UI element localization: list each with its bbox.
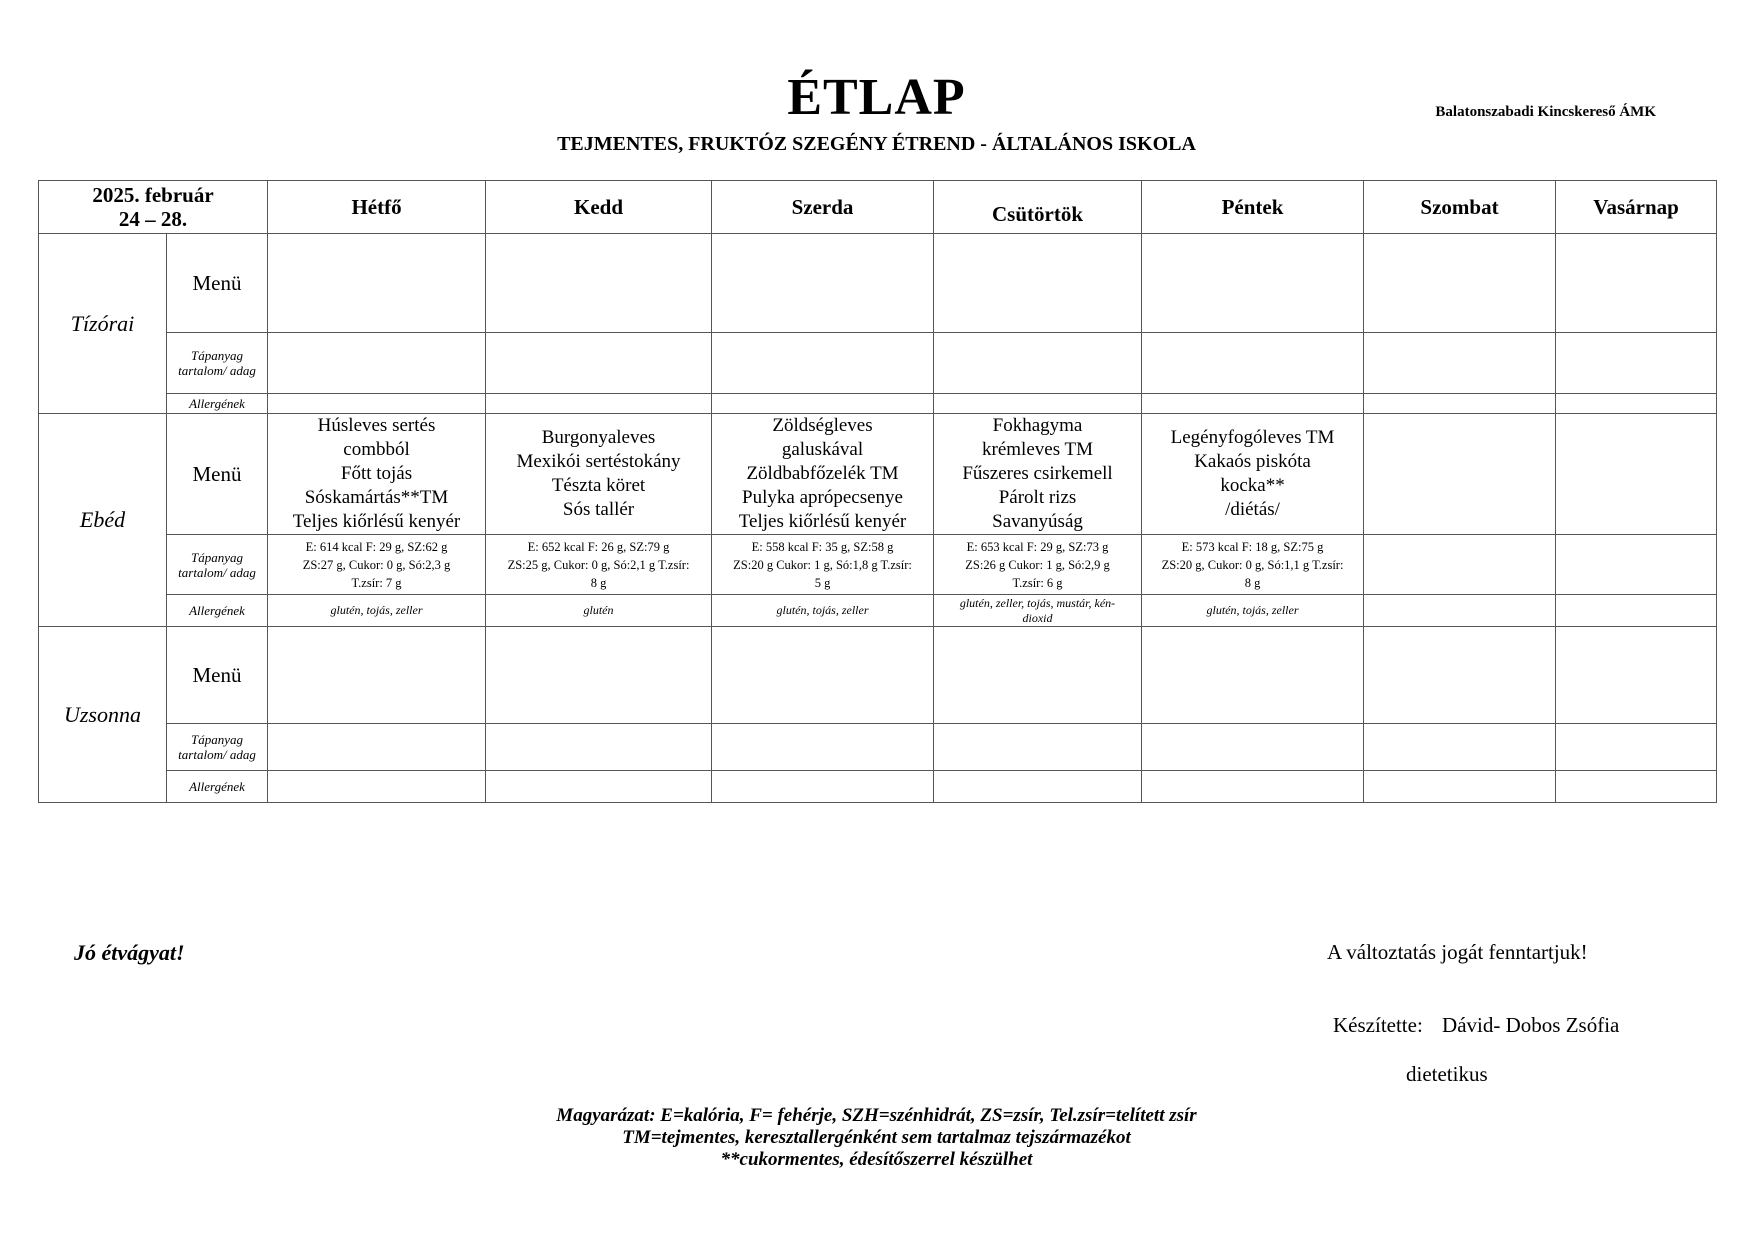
nutrition-cell	[1364, 724, 1556, 771]
allergen-cell	[712, 394, 934, 414]
menu-cell	[712, 234, 934, 333]
date-days: 24 – 28.	[118, 207, 188, 231]
legend	[0, 1105, 1753, 1171]
day-header-monday: Hétfő	[268, 181, 486, 234]
day-header-thursday: Csütörtök	[934, 181, 1142, 234]
nutrition-cell-wednesday: E: 558 kcal F: 35 g, SZ:58 g ZS:20 g Cukor: 1 g, Só:1,8 g T.zsír: 5 g	[712, 535, 934, 595]
nutrition-cell	[934, 724, 1142, 771]
day-header-tuesday: Kedd	[486, 181, 712, 234]
nutrition-cell	[1556, 724, 1717, 771]
page-subtitle: TEJMENTES, FRUKTÓZ SZEGÉNY ÉTREND - ÁLTALÁNOS ISKOLA	[557, 133, 1196, 155]
day-header-sunday: Vasárnap	[1556, 181, 1717, 234]
nutrition-cell	[1364, 333, 1556, 394]
menu-cell	[712, 627, 934, 724]
lunch-allergens-row	[39, 595, 1717, 627]
menu-cell-thursday: Fokhagyma krémleves TM Fűszeres csirkemell Párolt rizs Savanyúság	[934, 414, 1142, 535]
page-title: ÉTLAP	[787, 69, 966, 126]
menu-cell	[934, 234, 1142, 333]
row-label-menu: Menü	[167, 627, 268, 724]
nutrition-cell	[486, 724, 712, 771]
prepared-by	[1333, 1013, 1619, 1038]
menu-cell	[1556, 627, 1717, 724]
menu-cell-saturday	[1364, 414, 1556, 535]
nutrition-cell-tuesday: E: 652 kcal F: 26 g, SZ:79 g ZS:25 g, Cukor: 0 g, Só:2,1 g T.zsír: 8 g	[486, 535, 712, 595]
afternoon-snack-nutrition-row	[39, 724, 1717, 771]
legend-line: Magyarázat: E=kalória, F= fehérje, SZH=szénhidrát, ZS=zsír, Tel.zsír=telített zsír	[556, 1105, 1197, 1126]
allergen-cell-monday: glutén, tojás, zeller	[268, 595, 486, 627]
institution-name: Balatonszabadi Kincskereső ÁMK	[1435, 104, 1656, 120]
lunch-nutrition-row	[39, 535, 1717, 595]
afternoon-snack-menu-row	[39, 627, 1717, 724]
snack-allergens-row	[39, 394, 1717, 414]
legend-line: **cukormentes, édesítőszerrel készülhet	[720, 1149, 1033, 1170]
header-row	[39, 181, 1717, 234]
allergen-cell	[1364, 394, 1556, 414]
meal-label-morning-snack: Tízórai	[39, 234, 167, 414]
nutrition-cell	[268, 724, 486, 771]
snack-menu-row	[39, 234, 1717, 333]
menu-cell	[486, 627, 712, 724]
allergen-cell	[1556, 771, 1717, 803]
row-label-allergens: Allergének	[167, 771, 268, 803]
nutrition-cell	[1142, 724, 1364, 771]
allergen-cell	[486, 394, 712, 414]
bon-appetit-text: Jó étvágyat!	[74, 940, 185, 965]
menu-cell	[1556, 234, 1717, 333]
menu-cell-friday: Legényfogóleves TM Kakaós piskóta kocka** /diétás/	[1142, 414, 1364, 535]
row-label-menu: Menü	[167, 234, 268, 333]
menu-cell	[1364, 234, 1556, 333]
menu-cell-wednesday: Zöldségleves galuskával Zöldbabfőzelék TM Pulyka aprópecsenye Teljes kiőrlésű kenyér	[712, 414, 934, 535]
row-label-menu: Menü	[167, 414, 268, 535]
prepared-by-name: Dávid- Dobos Zsófia	[1442, 1013, 1620, 1037]
allergen-cell	[1364, 771, 1556, 803]
row-label-nutrition: Tápanyag tartalom/ adag	[167, 535, 268, 595]
nutrition-cell	[1142, 333, 1364, 394]
menu-cell	[1142, 234, 1364, 333]
nutrition-cell-friday: E: 573 kcal F: 18 g, SZ:75 g ZS:20 g, Cukor: 0 g, Só:1,1 g T.zsír: 8 g	[1142, 535, 1364, 595]
lunch-menu-row	[39, 414, 1717, 535]
allergen-cell-sunday	[1556, 595, 1717, 627]
allergen-cell-thursday: glutén, zeller, tojás, mustár, kén- dioxid	[934, 595, 1142, 627]
menu-cell-sunday	[1556, 414, 1717, 535]
prepared-by-label: Készítette:	[1333, 1013, 1423, 1037]
day-header-friday: Péntek	[1142, 181, 1364, 234]
nutrition-cell	[486, 333, 712, 394]
allergen-cell	[268, 771, 486, 803]
row-label-nutrition: Tápanyag tartalom/ adag	[167, 333, 268, 394]
nutrition-cell-saturday	[1364, 535, 1556, 595]
menu-cell	[486, 234, 712, 333]
allergen-cell	[1556, 394, 1717, 414]
rights-reserved-text: A változtatás jogát fenntartjuk!	[1327, 940, 1588, 964]
menu-cell	[934, 627, 1142, 724]
nutrition-cell	[1556, 333, 1717, 394]
nutrition-cell-sunday	[1556, 535, 1717, 595]
nutrition-cell	[712, 724, 934, 771]
meal-label-lunch: Ebéd	[39, 414, 167, 627]
allergen-cell	[1142, 394, 1364, 414]
legend-line: TM=tejmentes, keresztallergénként sem tartalmaz tejszármazékot	[622, 1127, 1131, 1148]
snack-nutrition-row	[39, 333, 1717, 394]
menu-cell	[1364, 627, 1556, 724]
afternoon-snack-allergens-row	[39, 771, 1717, 803]
nutrition-cell	[934, 333, 1142, 394]
allergen-cell-wednesday: glutén, tojás, zeller	[712, 595, 934, 627]
nutrition-cell-monday: E: 614 kcal F: 29 g, SZ:62 g ZS:27 g, Cukor: 0 g, Só:2,3 g T.zsír: 7 g	[268, 535, 486, 595]
row-label-allergens: Allergének	[167, 595, 268, 627]
menu-cell	[268, 627, 486, 724]
menu-cell-tuesday: Burgonyaleves Mexikói sertéstokány Tészta köret Sós tallér	[486, 414, 712, 535]
meal-label-afternoon-snack: Uzsonna	[39, 627, 167, 803]
allergen-cell	[486, 771, 712, 803]
day-header-wednesday: Szerda	[712, 181, 934, 234]
allergen-cell	[268, 394, 486, 414]
menu-cell	[268, 234, 486, 333]
row-label-nutrition: Tápanyag tartalom/ adag	[167, 724, 268, 771]
nutrition-cell	[712, 333, 934, 394]
nutrition-cell	[268, 333, 486, 394]
date-month: 2025. február	[92, 183, 214, 207]
allergen-cell	[712, 771, 934, 803]
menu-cell-monday: Húsleves sertés combból Főtt tojás Sóskamártás**TM Teljes kiőrlésű kenyér	[268, 414, 486, 535]
allergen-cell-friday: glutén, tojás, zeller	[1142, 595, 1364, 627]
row-label-allergens: Allergének	[167, 394, 268, 414]
day-header-saturday: Szombat	[1364, 181, 1556, 234]
allergen-cell-saturday	[1364, 595, 1556, 627]
allergen-cell-tuesday: glutén	[486, 595, 712, 627]
nutrition-cell-thursday: E: 653 kcal F: 29 g, SZ:73 g ZS:26 g Cukor: 1 g, Só:2,9 g T.zsír: 6 g	[934, 535, 1142, 595]
menu-cell	[1142, 627, 1364, 724]
allergen-cell	[934, 394, 1142, 414]
date-range-cell	[39, 181, 268, 234]
allergen-cell	[934, 771, 1142, 803]
allergen-cell	[1142, 771, 1364, 803]
menu-table	[38, 180, 1717, 803]
author-role: dietetikus	[1406, 1062, 1488, 1086]
